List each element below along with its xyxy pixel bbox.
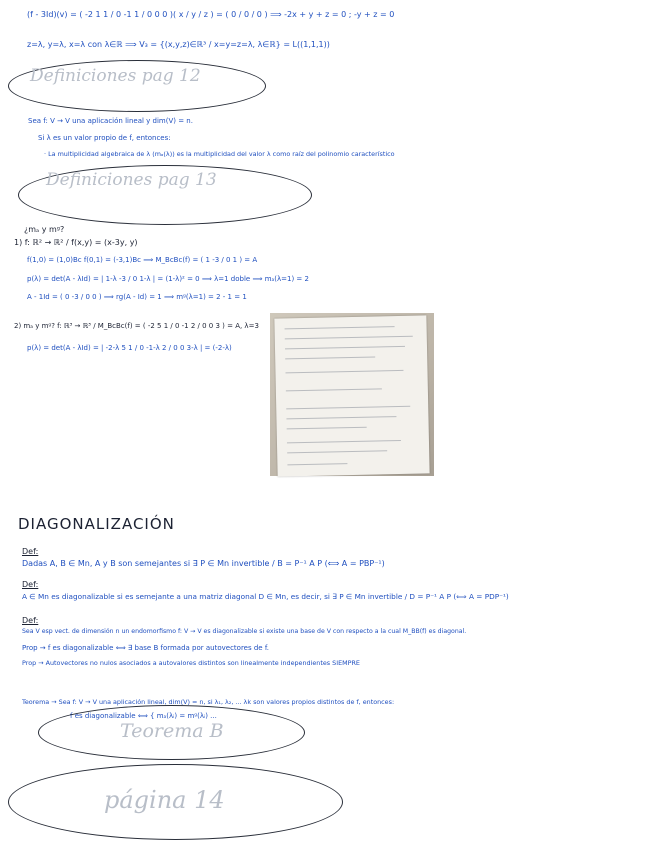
ghost-reference-text: Definiciones pag 12 <box>30 66 201 86</box>
definition-label: Def: <box>22 547 39 556</box>
eigenspace-solution-line: z=λ, y=λ, x=λ con λ∈ℝ ⟹ V₃ = {(x,y,z)∈ℝ³ / x=y=z=λ, λ∈ℝ} = L((1,1,1)) <box>27 40 330 49</box>
definition-text: A ∈ Mn es diagonalizable si es semejante a una matriz diagonal D ∈ Mn, es decir, si ∃ P ∈ Mn invertible / D = P⁻¹ A P (⟺ A = PDP⁻¹) <box>22 592 509 601</box>
proposition-text: Prop → f es diagonalizable ⟺ ∃ base B formada por autovectores de f. <box>22 644 270 652</box>
example-line: 1) f: ℝ² → ℝ² / f(x,y) = (x-3y, y) <box>14 238 138 247</box>
definition-line: Si λ es un valor propio de f, entonces: <box>38 134 171 142</box>
eigen-system-line: (f - 3Id)(v) = ( -2 1 1 / 0 -1 1 / 0 0 0 )( x / y / z ) = ( 0 / 0 / 0 ) ⟹ -2x + y + z = 0 ; -y + z = 0 <box>27 10 395 19</box>
example-line: p(λ) = det(A - λId) = | 1-λ -3 / 0 1-λ | = (1-λ)² = 0 ⟹ λ=1 doble ⟹ mₐ(λ=1) = 2 <box>27 275 309 283</box>
example-heading: ¿mₐ y mᵍ? <box>24 225 65 234</box>
example-line: A - 1Id = ( 0 -3 / 0 0 ) ⟹ rg(A - Id) = 1 ⟹ mᵍ(λ=1) = 2 - 1 = 1 <box>27 293 247 301</box>
theorem-text: f es diagonalizable ⟺ { mₐ(λᵢ) = mᵍ(λᵢ) ... <box>70 712 217 720</box>
definition-text: Sea V esp vect. de dimensión n un endomorfismo f: V → V es diagonalizable si existe una base de V con respecto a la cual M_BB(f) es diagonal. <box>22 628 467 635</box>
section-title: DIAGONALIZACIÓN <box>18 515 175 533</box>
example-line: 2) mₐ y mᵍ? f: ℝ³ → ℝ³ / M_BcBc(f) = ( -2 5 1 / 0 -1 2 / 0 0 3 ) = A, λ=3 <box>14 322 259 330</box>
example-line: f(1,0) = (1,0)Bc f(0,1) = (-3,1)Bc ⟹ M_BcBc(f) = ( 1 -3 / 0 1 ) = A <box>27 256 258 264</box>
ghost-reference-text: página 14 <box>104 786 225 814</box>
ghost-reference-text: Definiciones pag 13 <box>46 170 217 190</box>
photo-paper <box>274 315 429 476</box>
definition-line: · La multiplicidad algebraica de λ (mₐ(λ)) es la multiplicidad del valor λ como raíz del polinomio característico <box>44 150 395 158</box>
definition-text: Dadas A, B ∈ Mn, A y B son semejantes si ∃ P ∈ Mn invertible / B = P⁻¹ A P (⟺ A = PBP⁻¹) <box>22 559 385 568</box>
theorem-text: Teorema → Sea f: V → V una aplicación lineal, dim(V) = n, si λ₁, λ₂, ... λk son valores propios distintos de f, entonces: <box>22 698 395 706</box>
definition-line: Sea f: V → V una aplicación lineal y dim(V) = n. <box>28 117 193 125</box>
definition-label: Def: <box>22 616 39 625</box>
embedded-photo <box>270 313 434 476</box>
ghost-reference-text: Teorema B <box>120 720 224 742</box>
proposition-text: Prop → Autovectores no nulos asociados a autovalores distintos son linealmente independientes SIEMPRE <box>22 659 360 667</box>
definition-label: Def: <box>22 580 39 589</box>
example-line: p(λ) = det(A - λId) = | -2-λ 5 1 / 0 -1-λ 2 / 0 0 3-λ | = (-2-λ) <box>27 344 232 352</box>
